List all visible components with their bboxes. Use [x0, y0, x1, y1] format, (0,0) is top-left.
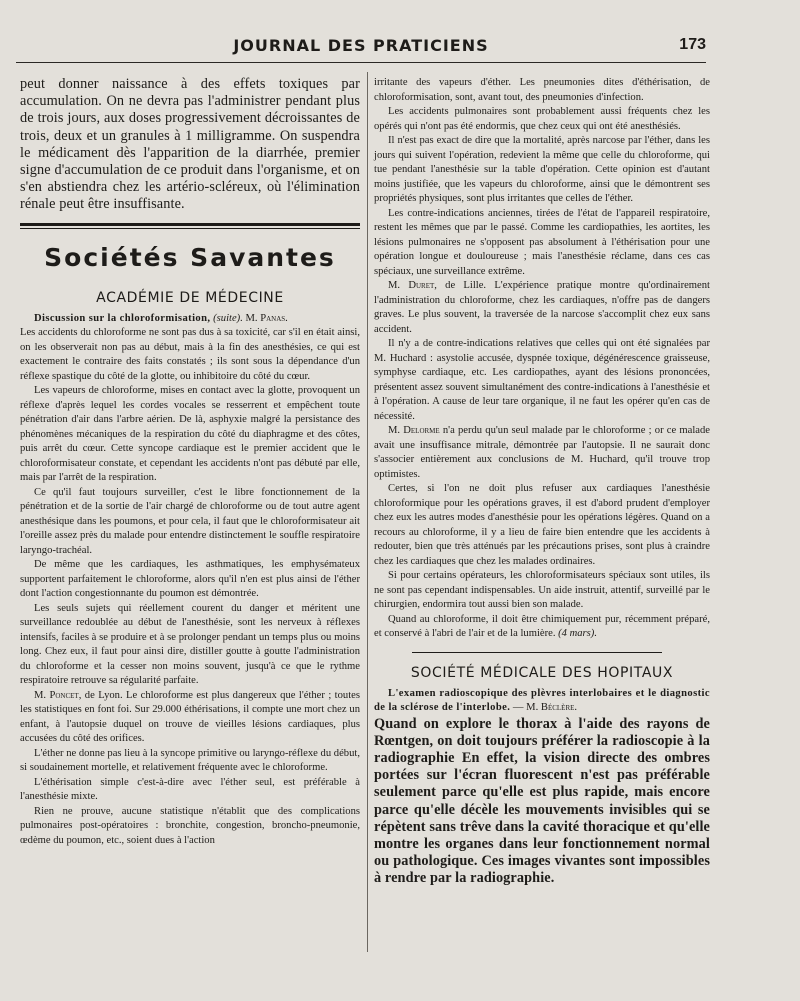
discussion-lead — [20, 312, 360, 327]
paragraph-duret — [374, 279, 710, 337]
paragraph: Les accidents du chloroforme ne sont pas dus à sa toxicité, car s'il en était ainsi, on les observerait non pas au début, mais à la fin des anesthésies, ce qui est exactement le contraire des faits constatés ; ils sont sous la dépendance d'un réflexe spastique du côté de la glotte, ou inhibitoire du côté du cœur. — [20, 327, 360, 382]
paragraph: Les contre-indications anciennes, tirées de l'état de l'appareil respiratoire, restent les mêmes que par le passé. Comme les cardiopathies, les aortites, les lésions pulmonaires ne s'opposent pas absolument à l'éthérisation pour une opération longue et douloureuse ; mais l'anesthésie réclame, dans ces cas spéciaux, une surveillance extrême. — [374, 207, 710, 277]
speaker-panas: M. Panas. — [245, 312, 288, 324]
radioscopie-paragraph: Quand on explore le thorax à l'aide des rayons de Rœntgen, on doit toujours préférer la radioscopie à la radiographie En effet, la vision directe des ombres portées sur l'écran fluorescent n'est pas préférable seulement parce qu'elle est plus rapide, mais encore parce qu'elle décèle les mouvements invisibles qui se répètent sans trêve dans la cavité thoracique et qu'elle montre les organes dans leur fonctionnement normal ou pathologique. Ces images vivantes sont impossibles à rendre par la radiographie. — [374, 715, 710, 887]
right-column — [374, 76, 710, 888]
paragraph: De même que les cardiaques, les asthmatiques, les emphysémateux supportent parfaitement le chloroforme, alors qu'il n'en est plus ainsi de l'éther dont l'action congestionnante du poumon est démontrée. — [20, 559, 360, 600]
section-rule-thick — [20, 223, 360, 226]
paragraph-text: n'a perdu qu'un seul malade par le chloroforme ; or ce malade avait une insuffisance mitrale, démontrée par l'autopsie. Il ne saurait donc s'associer entièrement aux conclusions de M. Huchard, qu'il trouve trop optimistes. — [374, 425, 710, 480]
paragraph: Les vapeurs de chloroforme, mises en contact avec la glotte, provoquent un réflexe d'après lequel les cordes vocales se resserrent et empêchent toute pénétration d'air dans l'arbre aérien. De là, asphyxie malgré la persistance des phénomènes mécaniques de la respiration du côté du diaphragme et des côtes, puis arrêt du cœur. Cette syncope cardiaque est le premier accident que le chloroformisateur constate, et cependant les accidents n'ont pas débuté par elle, mais par l'arrêt de la respiration. — [20, 385, 360, 484]
paragraph: Ce qu'il faut toujours surveiller, c'est le libre fonctionnement de la pénétration et de la sortie de l'air chargé de chloroforme ou de tout autre agent anesthésique dans les poumons, et pour cela, il faut que le chloroformisateur ait l'oreille assez près du malade pour entendre distinctement le souffle respiratoire laryngo-trachéal. — [20, 486, 360, 556]
paragraph: L'éthérisation simple c'est-à-dire avec l'éther seul, est préférable à l'anesthésie mixte. — [20, 776, 360, 803]
speaker-delorme: M. Delorme — [388, 425, 440, 436]
paragraph: Il n'est pas exact de dire que la mortalité, après narcose par l'éther, dans les jours qui suivent l'opération, redevient la même que celle du chloroforme, qui tue pendant l'anesthésie sur la table d'opération. Cette opinion est d'autant moins justifiée, que les vapeurs du chloroforme, ainsi que le démontrent ses propriétés physiques, sont plus irritantes que celles de l'éther. — [374, 135, 710, 204]
paragraph: Il n'y a de contre-indications relatives que celles qui ont été signalées par M. Huchard : asystolie accusée, dyspnée toxique, dégénérescence graisseuse, symphyse cardiaque, etc. Les cardiopathes, ayant des lésions prononcées, présentent assez souvent simultanément des contre-indications à l'anesthésie et à l'opération. A cause de leur tare organique, il ne faut les opérer qu'en cas de nécessité. — [374, 338, 710, 422]
paragraph: irritante des vapeurs d'éther. Les pneumonies dites d'éthérisation, de chloroformisation, sont, avant tout, des pneumonies d'infection. — [374, 77, 710, 103]
society-heading-hopitaux: SOCIÉTÉ MÉDICALE DES HOPITAUX — [410, 664, 674, 681]
rubric-suite: (suite). — [213, 312, 243, 324]
paragraph-poncet — [20, 689, 360, 747]
paragraph: Les accidents pulmonaires sont probablement aussi fréquents chez les opérés qui n'ont pas été endormis, que chez ceux qui ont été anesthésiés. — [374, 106, 710, 132]
paragraph: Certes, si l'on ne doit plus refuser aux cardiaques l'anesthésie chloroformique pour les opérations graves, il est d'abord prudent d'employer chez eux les autres modes d'anesthésie pour les opérations légères. Quand on a recours au chloroforme, il y a lieu de faire bien entendre que les accidents à redouter, bien que très atténués par les précautions prises, sont plus à craindre chez les cardiaques que chez les malades ordinaires. — [374, 483, 710, 567]
paragraph-text: de Lille. L'expérience pratique montre qu'ordinairement l'administration du chloroforme, chez les cardiaques, n'offre pas de dangers graves. Le plus souvent, la traversée de la narcose s'accomplit chez eux sans accident. — [374, 280, 710, 335]
page-header — [16, 32, 706, 63]
paragraph-text: de Lyon. Le chloroforme est plus dangereux que l'éther ; toutes les statistiques en font foi. Sur 29.000 éthérisations, il compte une mort chez un enfant, à l'autopsie duquel on trouve de vieilles lésions cardiaques, plus accusées du côté des orifices. — [20, 689, 360, 745]
speaker-beclere: — M. Béclère. — [512, 702, 578, 713]
rubric-title: Discussion sur la chloroformisation, — [34, 312, 211, 324]
rubric-title: L'examen radioscopique des plèvres interlobaires et le diagnostic de la sclérose de l'interlobe. — [374, 687, 710, 713]
paragraph-delorme — [374, 424, 710, 482]
radioscopie-lead — [374, 687, 710, 716]
paragraph: Si pour certains opérateurs, les chloroformisateurs spéciaux sont utiles, ils ne sont pas cependant indispensables. Un aide instruit, attentif, surveillé par le chirurgien, endormira tout aussi bien son malade. — [374, 570, 710, 610]
speaker-poncet: M. Poncet, — [34, 689, 82, 701]
society-heading-academie: ACADÉMIE DE MÉDECINE — [96, 289, 284, 306]
paragraph: L'éther ne donne pas lieu à la syncope primitive ou laryngo-réflexe du début, si soudainement mortelle, et relativement fréquente avec le chloroforme. — [20, 747, 360, 774]
column-divider — [367, 72, 368, 952]
section-heading: Sociétés Savantes — [44, 242, 336, 272]
speaker-duret: M. Duret, — [388, 280, 437, 291]
page-number: 173 — [679, 36, 706, 53]
journal-title: JOURNAL DES PRATICIENS — [233, 36, 489, 55]
paragraph: Rien ne prouve, aucune statistique n'établit que des complications pulmonaires post-opératoires : bronchite, congestion, broncho-pneumonie, œdème du poumon, etc., soient dues à l'action — [20, 805, 360, 846]
paragraph-with-date — [374, 613, 710, 642]
section-rule — [412, 652, 662, 653]
paragraph-text: Quand au chloroforme, il doit être chimiquement pur, récemment préparé, et conservé à l'abri de l'air et de la lumière. — [374, 613, 710, 639]
session-date: (4 mars). — [558, 628, 597, 639]
section-rule-thin — [20, 228, 360, 229]
paragraph: Les seuls sujets qui réellement courent du danger et méritent une surveillance redoublée au début de l'anesthésie, sont les nerveux à réflexes intensifs, faciles à se produire et à se prolonger pendant un temps plus ou moins long. Chez eux, il faut pour ainsi dire, distiller goutte à goutte l'administration du chloroforme et la cesser non moins souvent, jusqu'à ce que le rythme respiratoire retrouve sa régularité parfaite. — [20, 602, 360, 687]
left-column — [20, 76, 360, 848]
intro-paragraph: peut donner naissance à des effets toxiques par accumulation. On ne devra pas l'administrer pendant plus de trois jours, aux doses progressivement décroissantes de trois, deux et un granules à 1 milligramme. On suspendra le médicament dès l'apparition de la diarrhée, premier signe d'accumulation de ce produit dans l'organisme, et on s'en abstiendra chez les artério-scléreux, où l'élimination rénale peut être insuffisante. — [20, 76, 360, 213]
